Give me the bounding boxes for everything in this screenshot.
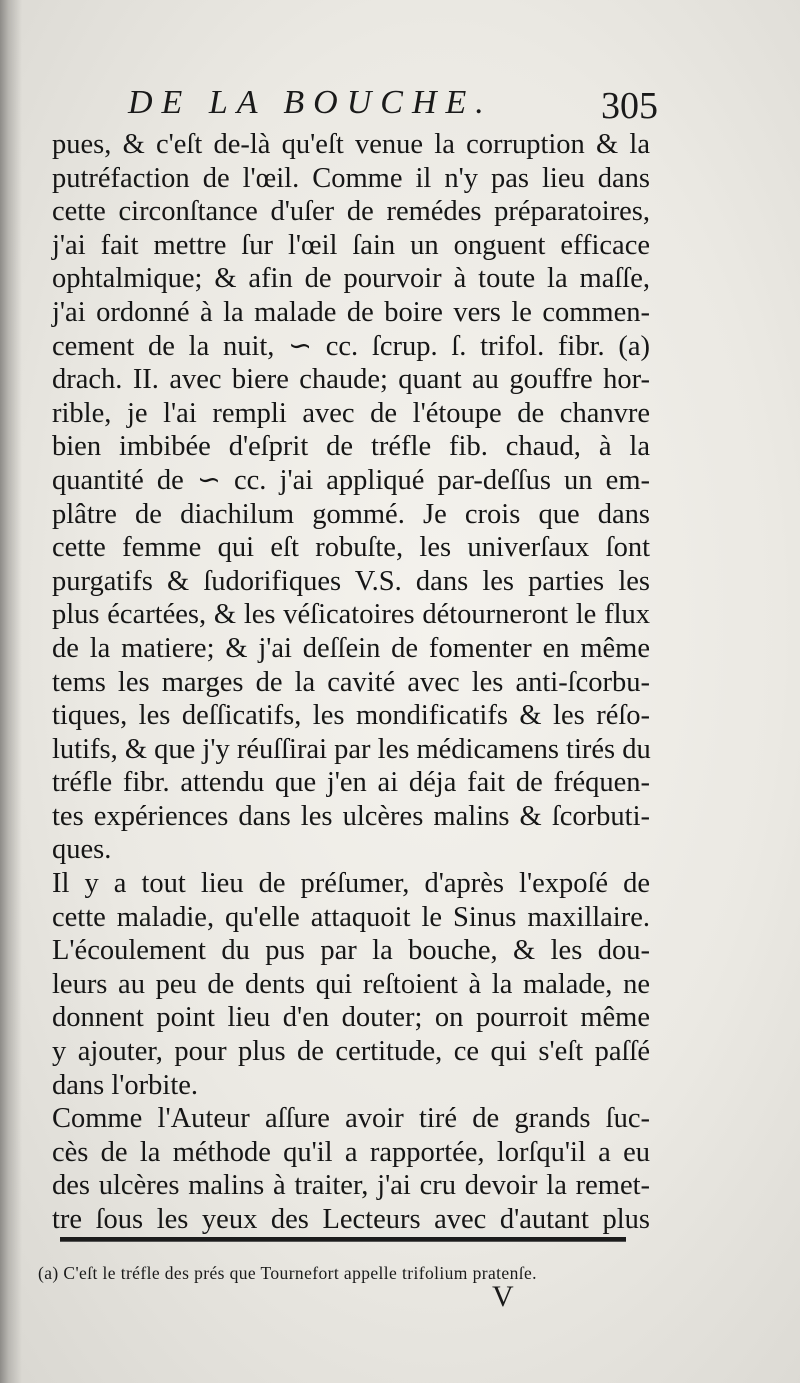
text-line: tes expériences dans les ulcères malins & ſcorbuti-: [52, 800, 650, 832]
text-line: tiques, les deſſicatifs, les mondificatifs & les réſo-: [52, 700, 650, 732]
running-head: [0, 84, 800, 134]
text-line: quantité de ∽ cc. j'ai appliqué par-deſſus un em-: [52, 464, 650, 496]
text-line: cette circonſtance d'uſer de remédes préparatoires,: [52, 196, 650, 228]
text-line: leurs au peu de dents qui reſtoient à la malade, ne: [52, 968, 650, 1000]
text-line: ques.: [52, 834, 112, 866]
text-line: j'ai ordonné à la malade de boire vers le commen-: [52, 296, 650, 328]
footnote: (a) C'eſt le tréfle des prés que Tournefort appelle trifolium pratenſe.: [38, 1263, 537, 1283]
text-line: plâtre de diachilum gommé. Je crois que dans: [52, 498, 650, 530]
text-line: plus écartées, & les véſicatoires détourneront le flux: [52, 599, 650, 631]
text-line: tems les marges de la cavité avec les anti-ſcorbu-: [52, 666, 650, 698]
text-line: cette maladie, qu'elle attaquoit le Sinus maxillaire.: [52, 901, 650, 933]
text-line: de la matiere; & j'ai deſſein de fomenter en même: [52, 632, 650, 664]
body-text: [52, 128, 650, 1237]
text-line: L'écoulement du pus par la bouche, & les dou-: [52, 935, 650, 967]
text-line: drach. II. avec biere chaude; quant au gouffre hor-: [52, 364, 650, 396]
text-line: cès de la méthode qu'il a rapportée, lorſqu'il a eu: [52, 1136, 650, 1168]
text-line: tre ſous les yeux des Lecteurs avec d'autant plus: [52, 1204, 650, 1235]
text-line: cette femme qui eſt robuſte, les univerſaux ſont: [52, 532, 650, 564]
text-line: dans l'orbite.: [52, 1069, 199, 1101]
footnote-rule: [60, 1237, 626, 1242]
text-line: pues, & c'eſt de-là qu'eſt venue la corruption & la: [52, 129, 650, 160]
text-line: des ulcères malins à traiter, j'ai cru devoir la remet-: [52, 1170, 650, 1202]
text-line: putréfaction de l'œil. Comme il n'y pas lieu dans: [52, 162, 650, 194]
text-line: cement de la nuit, ∽ cc. ſcrup. ſ. trifol. fibr. (a): [52, 330, 650, 362]
text-line: y ajouter, pour plus de certitude, ce qui s'eſt paſſé: [52, 1036, 650, 1068]
text-line: rible, je l'ai rempli avec de l'étoupe de chanvre: [52, 397, 650, 429]
text-line: purgatifs & ſudorifiques V.S. dans les parties les: [52, 565, 650, 597]
gutter-shadow: [0, 0, 22, 1383]
text-line: Il y a tout lieu de préſumer, d'après l'expoſé de: [52, 868, 650, 900]
text-line: Comme l'Auteur aſſure avoir tiré de grands ſuc-: [52, 1103, 650, 1135]
running-head-title: DE LA BOUCHE.: [128, 84, 493, 121]
page-number: 305: [601, 85, 658, 127]
text-line: lutifs, & que j'y réuſſirai par les médicamens tirés du: [52, 733, 651, 765]
text-line: j'ai fait mettre ſur l'œil ſain un onguent efficace: [52, 229, 650, 261]
text-line: donnent point lieu d'en douter; on pourroit même: [52, 1002, 650, 1034]
text-line: ophtalmique; & afin de pourvoir à toute la maſſe,: [52, 263, 650, 295]
text-line: bien imbibée d'eſprit de tréfle fib. chaud, à la: [52, 431, 650, 463]
text-line: tréfle fibr. attendu que j'en ai déja fait de fréquen-: [52, 767, 650, 799]
signature-mark: V: [492, 1280, 514, 1313]
